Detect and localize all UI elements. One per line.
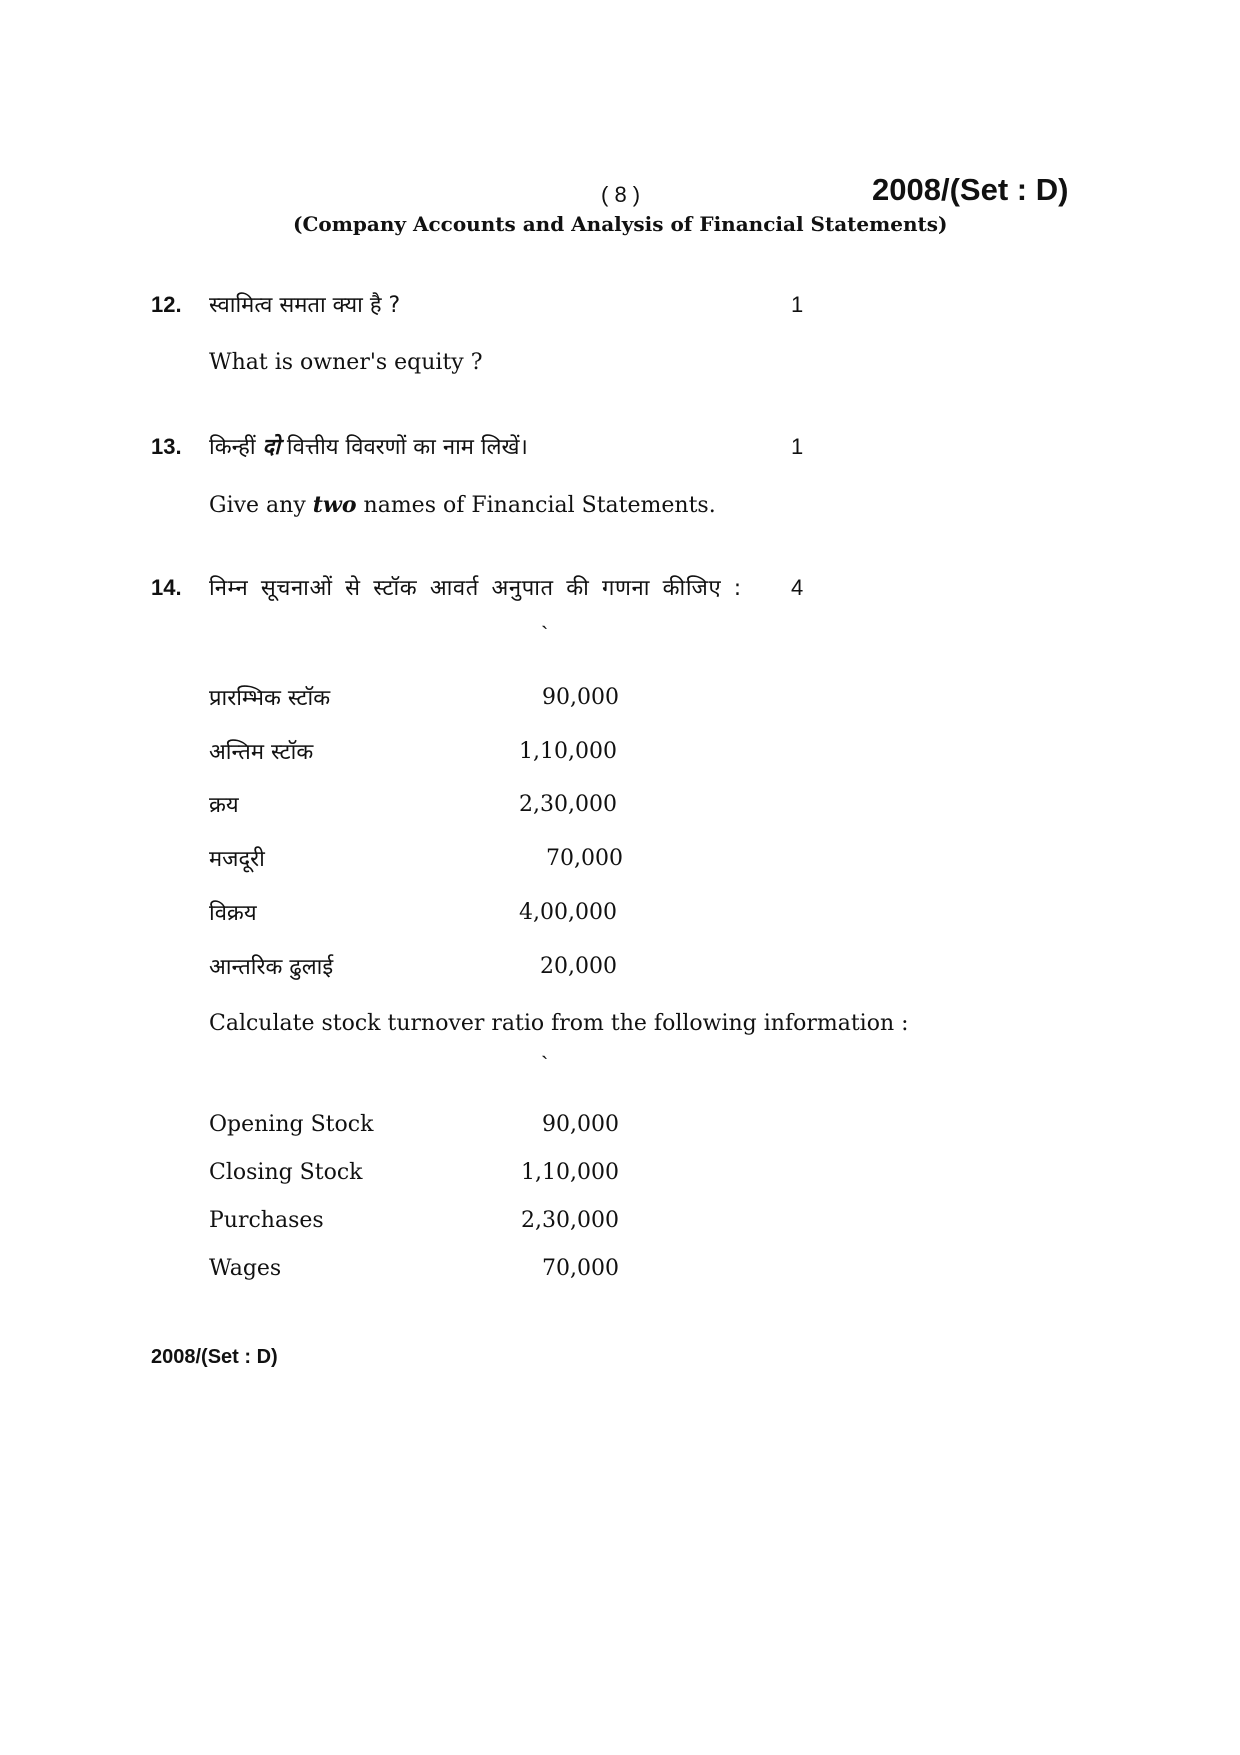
question-13-hindi-part2: वित्तीय विवरणों का नाम लिखें।	[279, 435, 528, 460]
hindi-item-amount: 1,10,000	[519, 739, 617, 764]
question-12-number: 12.	[151, 292, 182, 317]
question-13-hindi-emphasis: दो	[262, 435, 280, 460]
english-item-amount: 1,10,000	[521, 1160, 619, 1185]
hindi-item-label: प्रारम्भिक स्टॉक	[209, 686, 331, 711]
question-14-number: 14.	[151, 575, 182, 600]
subject-title: (Company Accounts and Analysis of Financial Statements)	[293, 212, 948, 236]
hindi-item-amount: 20,000	[540, 954, 617, 979]
question-14-english: Calculate stock turnover ratio from the following information :	[209, 1011, 909, 1036]
question-13-marks: 1	[791, 434, 804, 459]
english-item-label: Opening Stock	[209, 1112, 374, 1137]
question-12-hindi: स्वामित्व समता क्या है ?	[209, 293, 401, 318]
hindi-item-amount: 70,000	[546, 846, 623, 871]
question-13-english	[209, 492, 716, 518]
hindi-item-amount: 90,000	[542, 685, 619, 710]
english-item-amount: 90,000	[542, 1112, 619, 1137]
set-code-footer: 2008/(Set : D)	[151, 1346, 278, 1368]
question-13-english-part1: Give any	[209, 493, 313, 518]
question-13-hindi-part1: किन्हीं	[209, 435, 263, 460]
currency-symbol-english: `	[541, 1052, 549, 1077]
hindi-item-label: विक्रय	[209, 901, 257, 926]
set-code-header: 2008/(Set : D)	[872, 172, 1069, 207]
hindi-item-label: मजदूरी	[209, 847, 265, 872]
hindi-item-label: आन्तरिक ढुलाई	[209, 955, 334, 980]
question-13-english-emphasis: two	[312, 492, 357, 518]
currency-symbol-hindi: `	[541, 622, 549, 647]
question-12-marks: 1	[791, 292, 804, 317]
english-item-amount: 70,000	[542, 1256, 619, 1281]
question-13-hindi	[209, 431, 528, 461]
question-14-marks: 4	[791, 575, 804, 600]
hindi-item-amount: 2,30,000	[519, 792, 617, 817]
english-item-label: Wages	[209, 1256, 282, 1281]
question-14-hindi: निम्न सूचनाओं से स्टॉक आवर्त अनुपात की गणना कीजिए :	[209, 576, 742, 601]
hindi-item-label: क्रय	[209, 793, 239, 818]
english-item-label: Closing Stock	[209, 1160, 363, 1185]
question-12-english: What is owner's equity ?	[209, 350, 483, 375]
english-item-amount: 2,30,000	[521, 1208, 619, 1233]
english-item-label: Purchases	[209, 1208, 324, 1233]
question-13-number: 13.	[151, 434, 182, 459]
question-13-english-part2: names of Financial Statements.	[356, 493, 716, 518]
page-number: ( 8 )	[601, 182, 641, 207]
hindi-item-amount: 4,00,000	[519, 900, 617, 925]
hindi-item-label: अन्तिम स्टॉक	[209, 740, 314, 765]
